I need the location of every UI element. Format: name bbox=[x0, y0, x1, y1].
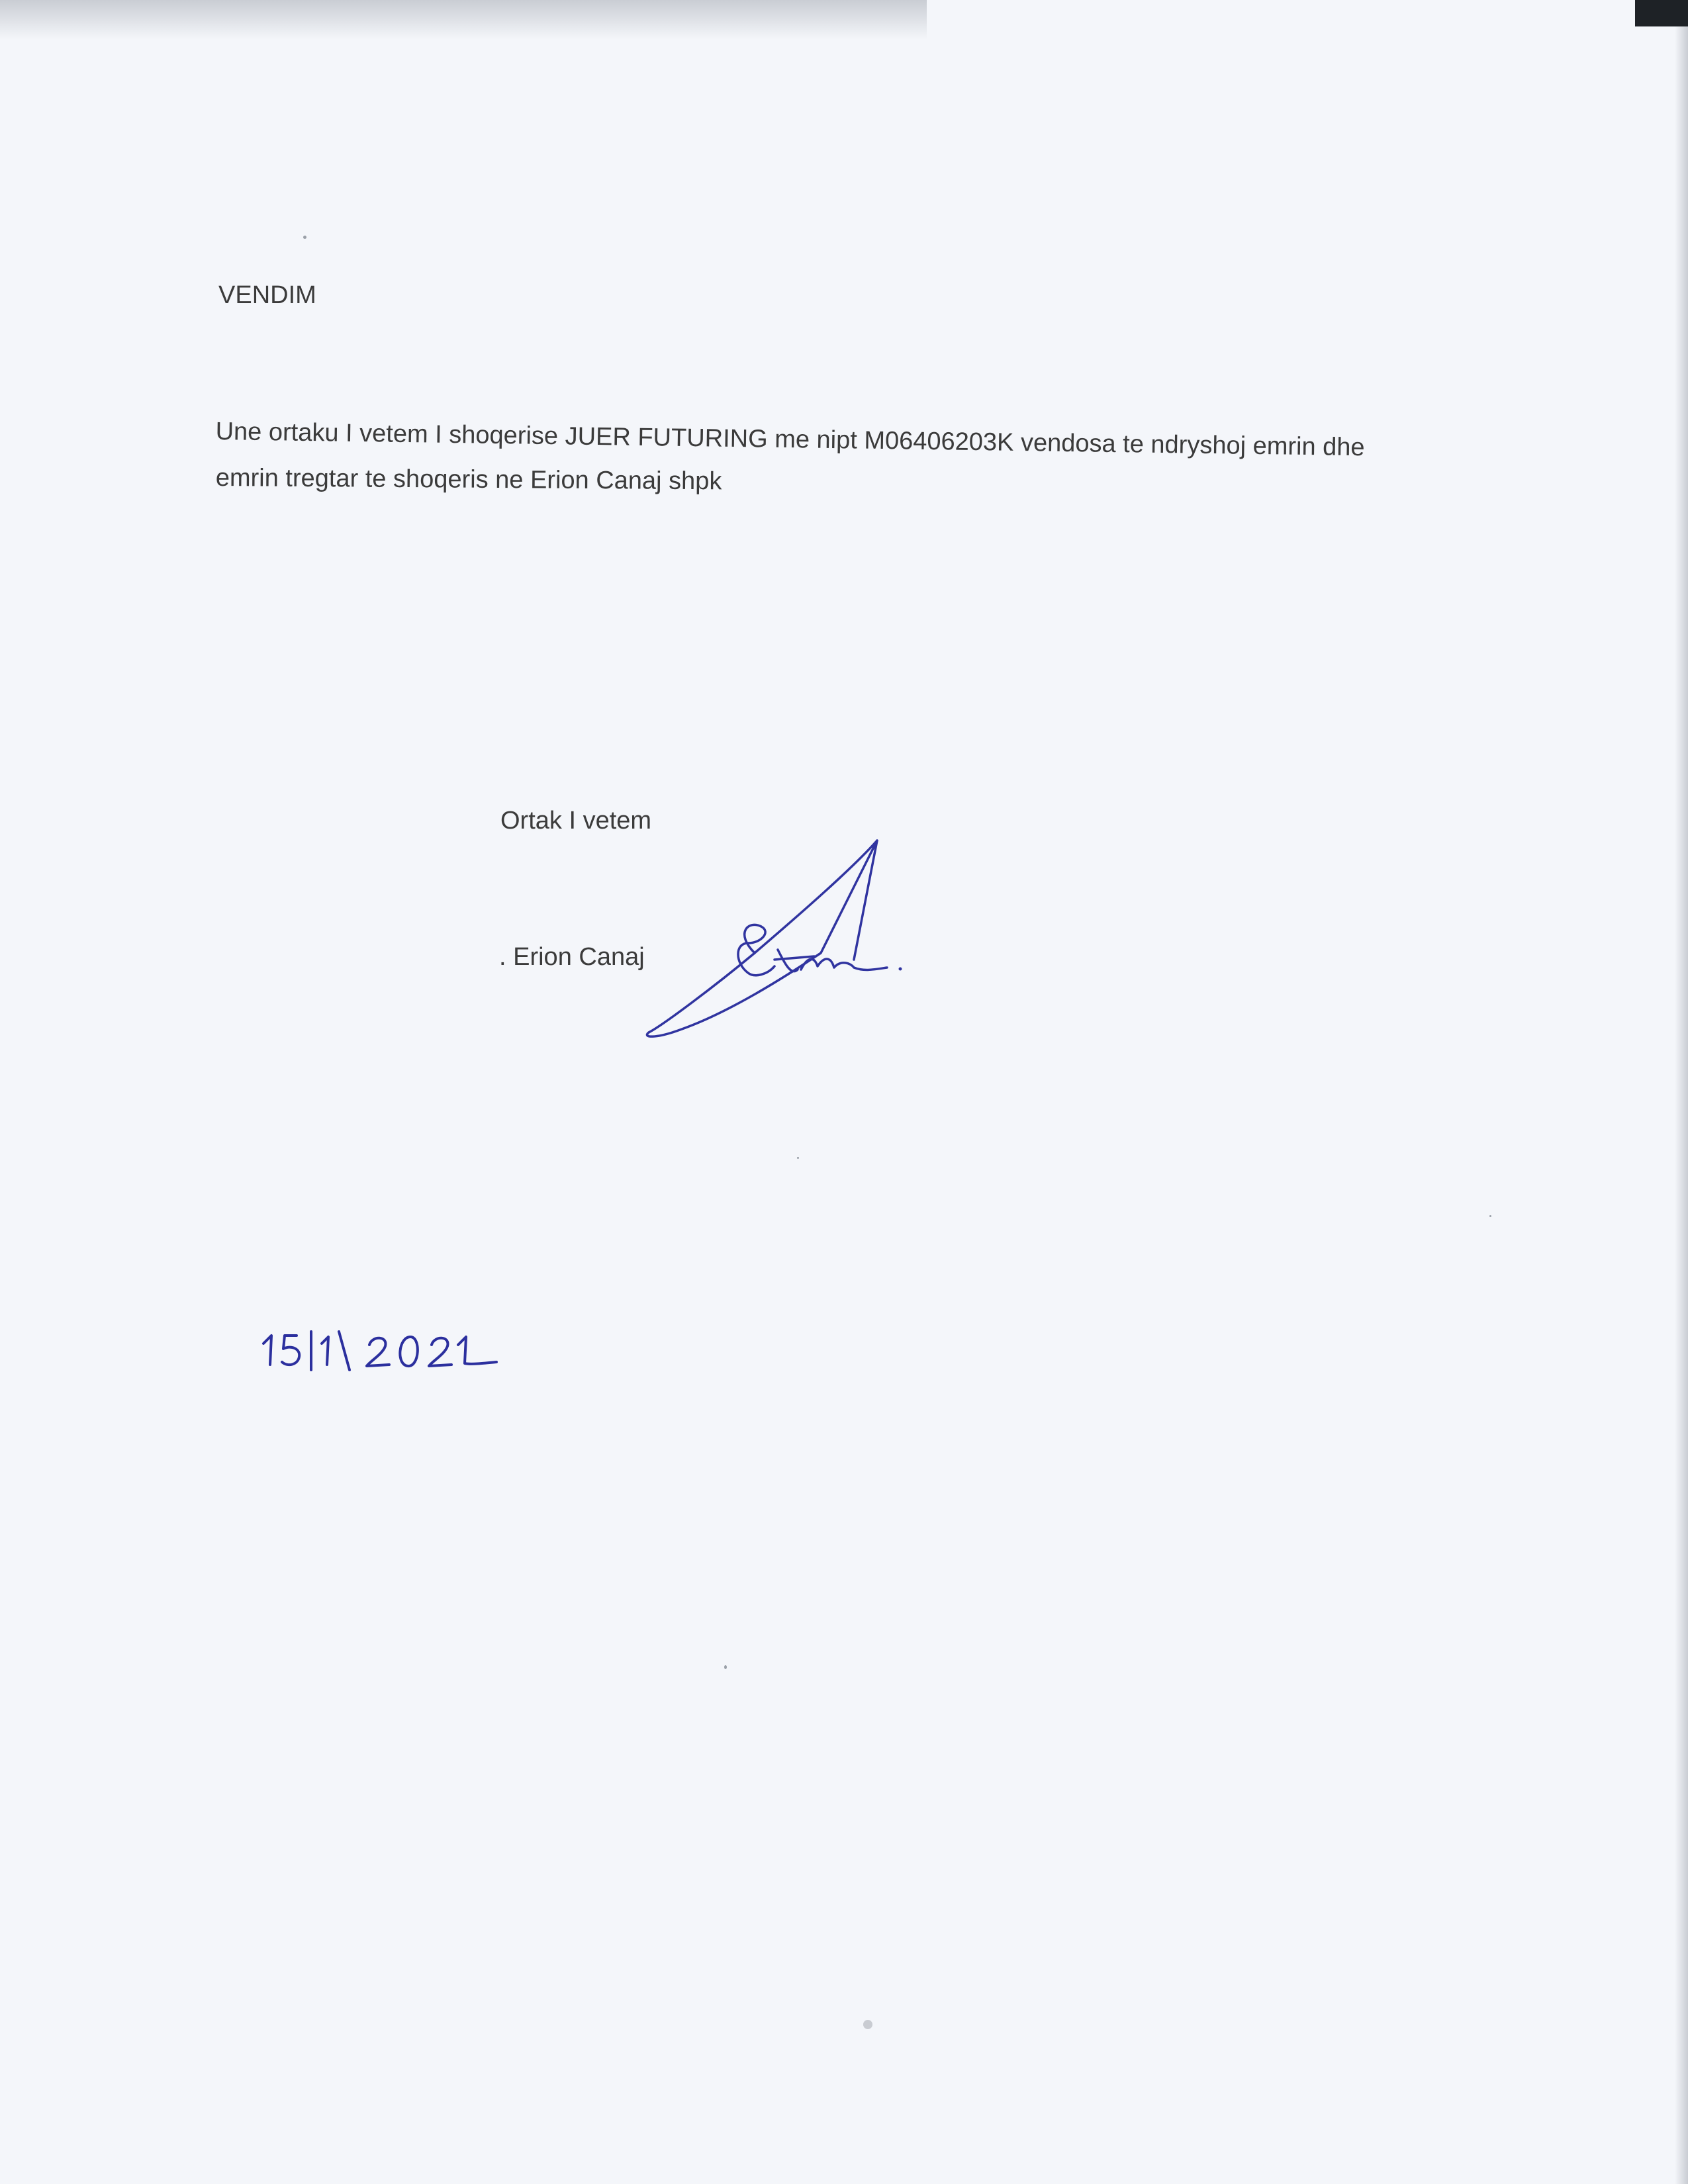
body-line-1: Une ortaku I vetem I shoqerise JUER FUTURING me nipt M06406203K vendosa te ndryshoj emrin dhe bbox=[215, 417, 1365, 462]
scan-speck bbox=[1489, 1215, 1491, 1217]
scan-speck bbox=[724, 1665, 727, 1669]
signatory-name: . Erion Canaj bbox=[499, 943, 645, 971]
scan-edge bbox=[1675, 0, 1688, 2184]
scan-speck bbox=[863, 2020, 872, 2029]
document-title: VENDIM bbox=[218, 281, 316, 309]
handwritten-signature bbox=[635, 827, 927, 1052]
scan-speck bbox=[797, 1157, 799, 1159]
signatory-role: Ortak I vetem bbox=[500, 807, 652, 835]
scan-shadow bbox=[0, 0, 927, 40]
handwritten-date bbox=[258, 1317, 523, 1377]
scan-corner bbox=[1635, 0, 1688, 26]
scan-speck bbox=[303, 236, 306, 239]
body-line-2: emrin tregtar te shoqeris ne Erion Canaj shpk bbox=[215, 463, 722, 496]
